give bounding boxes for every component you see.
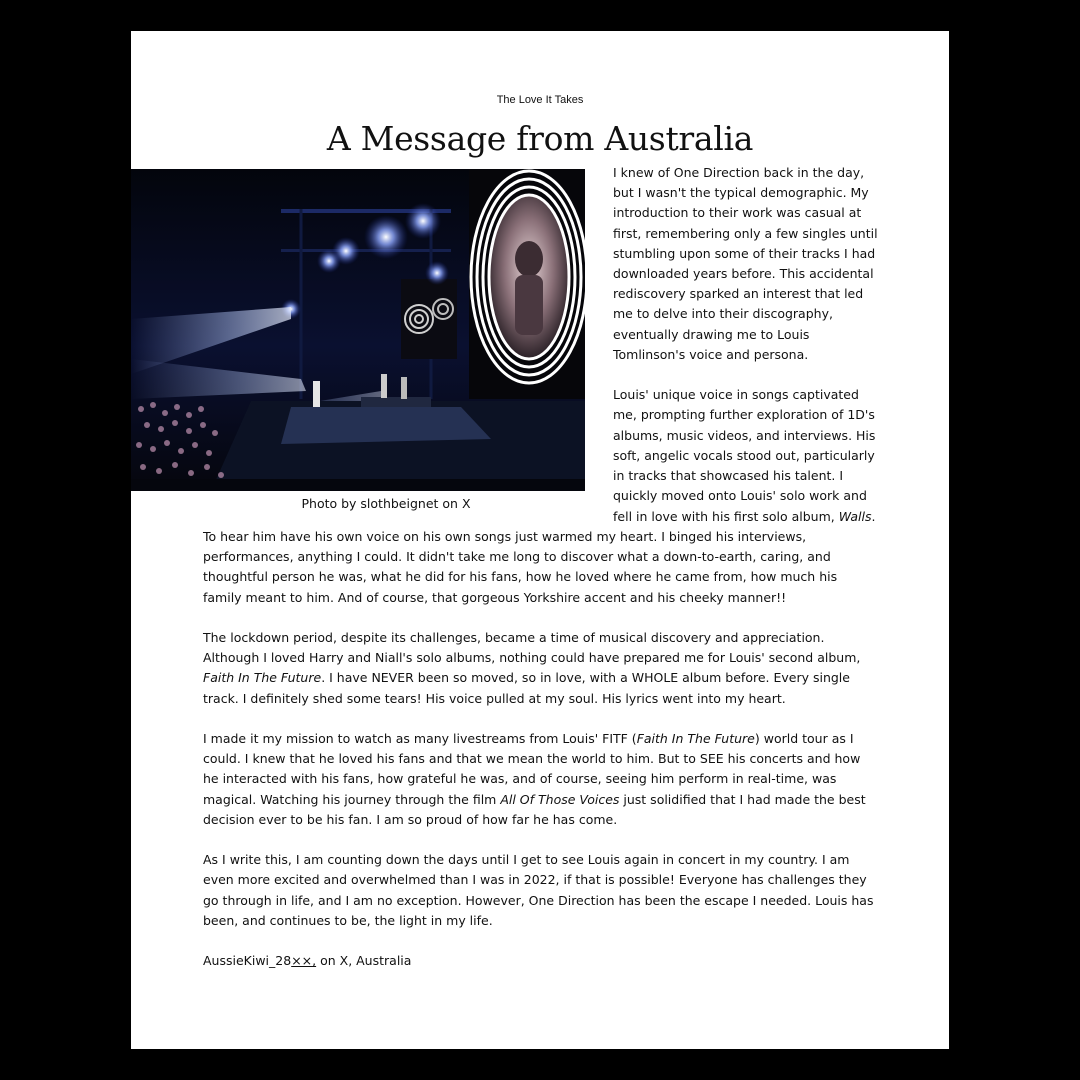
album-title-walls: Walls bbox=[838, 509, 872, 524]
running-title: The Love It Takes bbox=[496, 94, 584, 106]
photo-caption: Photo by slothbeignet on X bbox=[301, 496, 471, 511]
page-title: A Message from Australia bbox=[326, 119, 754, 158]
paragraph-2-start: Louis' unique voice in songs captivated me, prompting further exploration of 1D's albums, music videos, and interviews. His soft, angelic vocals stood out, particularly in tracks that showcased his talent. I quickly moved onto Louis' solo work and bbox=[613, 387, 876, 504]
film-title: All Of Those Voices bbox=[500, 791, 620, 807]
concert-photo bbox=[131, 169, 585, 491]
paragraph-intro bbox=[613, 163, 881, 506]
article-body bbox=[203, 527, 879, 992]
paragraph-4: I made it my mission to watch as many livestreams from Louis' FITF (Faith In The Future) world tour as I could. I knew that he loved his fans and that we mean the world to him. But to SEE his concerts and how he interacted with his fans, how grateful he was, and of course, seeing him perform in real-time, was magical. Watching his journey through the film All Of Those Voices just solidified that I had made the best decision ever to be his fan. I am so proud of how far he has come. bbox=[203, 731, 866, 827]
stage-screen-main bbox=[469, 169, 585, 399]
stage-screen-left bbox=[401, 279, 457, 359]
album-title-fitf: Faith In The Future bbox=[203, 670, 322, 686]
paragraph-5: As I write this, I am counting down the days until I get to see Louis again in concert in my country. I am even more excited and overwhelmed than I was in 2022, if that is possible! Everyone has challenges they go through in life, and I am no exception. However, One Direction has been the escape I needed. Louis has been, and continues to be, the light in my life. bbox=[203, 852, 874, 928]
author-signature: AussieKiwi_28××, on X, Australia bbox=[203, 953, 412, 969]
paragraph-1: I knew of One Direction back in the day, but I wasn't the typical demographic. My introduction to their work was casual at first, remembering only a few singles until stumbling upon some of their tracks I had downloaded years before. This accidental rediscovery sparked an interest that led me to delve into their discography, eventually drawing me to Louis Tomlinson's voice and persona. bbox=[613, 165, 878, 362]
paragraph-2-line: fell in love with his first solo album, Walls. bbox=[613, 509, 876, 524]
paragraph-2-rest: To hear him have his own voice on his own songs just warmed my heart. I binged his interviews, performances, anything I could. It didn't take me long to discover what a down-to-earth, caring, and thoughtful person he was, what he did for his fans, how he loved where he came from, how much his family meant to him. And of course, that gorgeous Yorkshire accent and his cheeky manner!! bbox=[203, 529, 838, 605]
magazine-page bbox=[131, 31, 949, 1049]
paragraph-3: The lockdown period, despite its challenges, became a time of musical discovery and appreciation. Although I loved Harry and Niall's solo albums, nothing could have prepared me for Louis' second album, Faith In The Future. I have NEVER been so moved, so in love, with a WHOLE album before. Every single track. I definitely shed some tears! His voice pulled at my soul. His lyrics went into my heart. bbox=[203, 630, 861, 706]
